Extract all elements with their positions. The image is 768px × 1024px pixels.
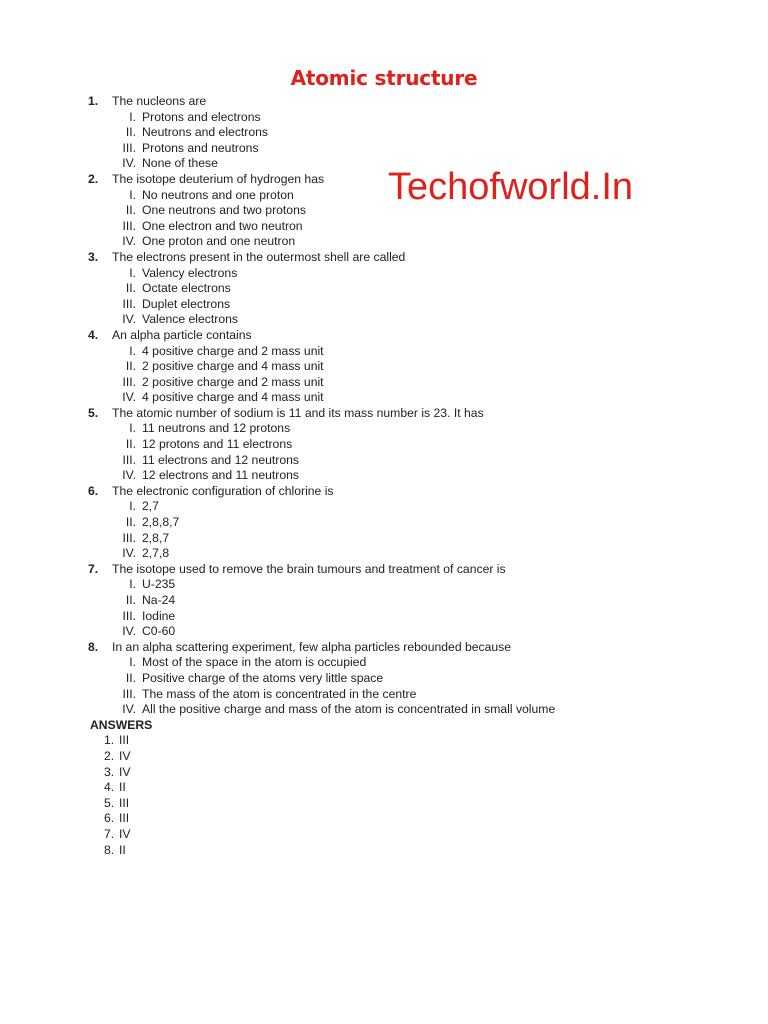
option-numeral: IV. [122,156,136,171]
option-numeral: I. [129,265,136,280]
option-text: 11 neutrons and 12 protons [142,421,291,436]
option-numeral: I. [129,577,136,592]
option [0,203,768,219]
option [0,421,768,437]
answer-item [0,780,768,796]
answer-item [0,733,768,749]
option [0,437,768,453]
option-numeral: III. [122,686,136,701]
question-text: The isotope used to remove the brain tumours and treatment of cancer is [112,561,506,576]
option [0,546,768,562]
option [0,468,768,484]
option [0,499,768,515]
option-numeral: IV. [122,624,136,639]
question-text: The nucleons are [112,94,207,108]
option [0,266,768,282]
answer-number: 3. [104,764,115,779]
option-numeral: III. [122,374,136,389]
question-number: 4. [88,327,99,342]
option [0,655,768,671]
option [0,344,768,360]
answer-number: 4. [104,780,115,795]
answer-value: II [119,842,126,857]
question-text: An alpha particle contains [112,327,252,342]
question-text: The atomic number of sodium is 11 and its mass number is 23. It has [112,405,484,420]
option-text: Iodine [142,608,176,623]
option [0,515,768,531]
answer-number: 8. [104,842,115,857]
option-text: 2,8,8,7 [142,515,180,530]
option-numeral: II. [125,359,136,374]
option-numeral: IV. [122,468,136,483]
option [0,577,768,593]
option [0,453,768,469]
option [0,125,768,141]
page-title: Atomic structure [290,66,478,90]
question-number: 2. [88,171,99,186]
option-text: Octate electrons [142,281,231,296]
option-text: 2 positive charge and 4 mass unit [142,359,324,374]
question-number: 1. [88,94,99,108]
option [0,609,768,625]
option-numeral: IV. [122,234,136,249]
option [0,219,768,235]
answer-value: IV [119,748,131,763]
option [0,312,768,328]
option-numeral: II. [125,515,136,530]
option [0,687,768,703]
option-numeral: I. [129,109,136,124]
option-text: 4 positive charge and 2 mass unit [142,343,324,358]
option-text: 4 positive charge and 4 mass unit [142,390,324,405]
option [0,390,768,406]
answer-number: 6. [104,811,115,826]
answers-heading: ANSWERS [90,717,153,732]
option-numeral: IV. [122,702,136,717]
option [0,110,768,126]
option-numeral: II. [125,281,136,296]
option [0,624,768,640]
answer-value: III [119,811,130,826]
question-number: 8. [88,639,99,654]
question-text: The electronic configuration of chlorine is [112,483,334,498]
question-number: 5. [88,405,99,420]
option [0,359,768,375]
answer-item [0,827,768,843]
option [0,702,768,718]
option-numeral: I. [129,421,136,436]
question-number: 7. [88,561,99,576]
option [0,141,768,157]
answer-number: 1. [104,733,115,748]
answer-number: 7. [104,826,115,841]
option-text: 11 electrons and 12 neutrons [142,452,299,467]
watermark-text: Techofworld.In [388,166,634,208]
option-numeral: II. [125,125,136,140]
option-numeral: IV. [122,390,136,405]
question-1 [0,94,768,110]
question-5 [0,406,768,422]
option-text: 2,7,8 [142,546,170,561]
option-text: C0-60 [142,624,176,639]
option-numeral: I. [129,655,136,670]
option-numeral: III. [122,218,136,233]
question-6 [0,484,768,500]
option-text: Most of the space in the atom is occupied [142,655,367,670]
option-numeral: III. [122,530,136,545]
answer-value: III [119,733,130,748]
option-text: Na-24 [142,593,176,607]
answer-item [0,796,768,812]
question-text: In an alpha scattering experiment, few alpha particles rebounded because [112,639,512,654]
option [0,281,768,297]
option [0,156,768,172]
option-text: The mass of the atom is concentrated in the centre [142,686,417,701]
question-number: 6. [88,483,99,498]
option-numeral: III. [122,608,136,623]
option-numeral: III. [122,140,136,155]
question-3 [0,250,768,266]
option-numeral: II. [125,670,136,685]
option-text: 12 protons and 11 electrons [142,437,293,452]
answer-value: IV [119,764,131,779]
document-body [0,94,768,858]
option-text: No neutrons and one proton [142,187,294,202]
option [0,531,768,547]
option-text: Valence electrons [142,312,238,327]
option-text: All the positive charge and mass of the atom is concentrated in small volume [142,702,556,717]
option-text: 2,8,7 [142,530,170,545]
option-text: Protons and neutrons [142,140,259,155]
option-numeral: III. [122,452,136,467]
option-text: U-235 [142,577,176,592]
option-text: Positive charge of the atoms very little space [142,670,384,685]
option-text: 12 electrons and 11 neutrons [142,468,299,483]
question-4 [0,328,768,344]
option-text: None of these [142,156,218,171]
option-text: One neutrons and two protons [142,203,306,218]
answer-value: III [119,795,130,810]
answer-number: 5. [104,795,115,810]
question-text: The isotope deuterium of hydrogen has [112,171,325,186]
option-text: 2 positive charge and 2 mass unit [142,374,324,389]
answer-item [0,765,768,781]
option [0,234,768,250]
option [0,188,768,204]
question-text: The electrons present in the outermost shell are called [112,249,406,264]
option [0,297,768,313]
option-numeral: III. [122,296,136,311]
answer-item [0,749,768,765]
option-numeral: I. [129,343,136,358]
option-text: One electron and two neutron [142,218,303,233]
option-numeral: II. [125,593,136,607]
question-8 [0,640,768,656]
option-text: Valency electrons [142,265,238,280]
answer-item [0,843,768,859]
answer-value: IV [119,826,131,841]
answer-number: 2. [104,748,115,763]
option-text: One proton and one neutron [142,234,296,249]
answer-item [0,811,768,827]
answer-value: II [119,780,126,795]
option-numeral: IV. [122,546,136,561]
option-text: Neutrons and electrons [142,125,269,140]
option [0,593,768,609]
option-numeral: II. [125,203,136,218]
option [0,671,768,687]
option-text: 2,7 [142,499,159,514]
question-7 [0,562,768,578]
option-numeral: I. [129,499,136,514]
option-numeral: IV. [122,312,136,327]
option [0,375,768,391]
question-2 [0,172,768,188]
option-text: Duplet electrons [142,296,231,311]
option-numeral: II. [125,437,136,452]
option-text: Protons and electrons [142,109,261,124]
question-number: 3. [88,249,99,264]
option-numeral: I. [129,187,136,202]
